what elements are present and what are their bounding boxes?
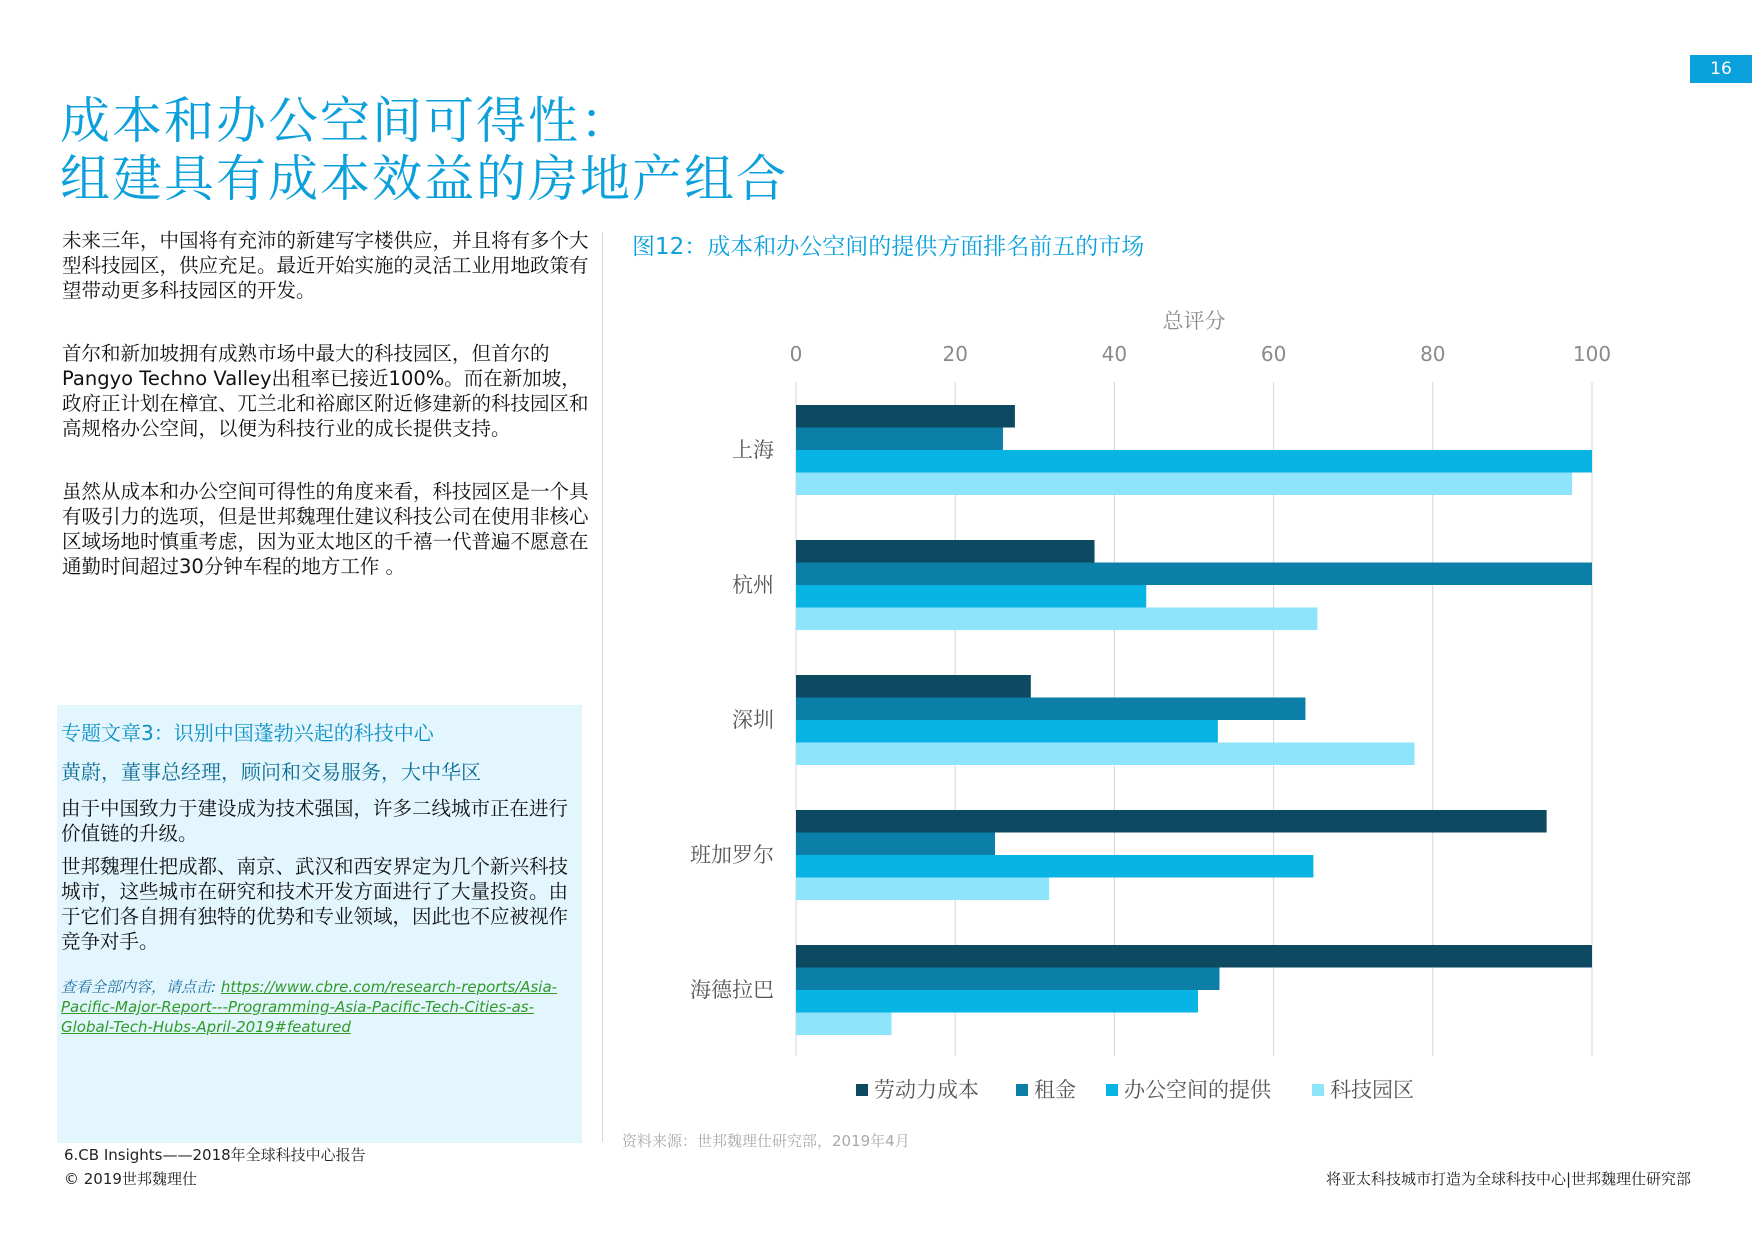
page-number: 16 bbox=[1690, 55, 1752, 83]
chart-title: 图12：成本和办公空间的提供方面排名前五的市场 bbox=[632, 234, 1145, 260]
bar-3-3 bbox=[796, 878, 1049, 901]
category-label-2: 深圳 bbox=[732, 708, 774, 732]
report-link[interactable]: https://www.cbre.com/research-reports/Asia-Pacific-Major-Report---Programming-Asia-Pacific-Tech-Cities-as-Global-Tech-Hubs-April-2019#featured bbox=[61, 978, 558, 1036]
column-divider bbox=[602, 232, 603, 1142]
copyright: © 2019世邦魏理仕 bbox=[64, 1170, 197, 1188]
bar-1-3 bbox=[796, 608, 1317, 631]
bar-chart bbox=[640, 300, 1740, 1120]
legend-label-1: 租金 bbox=[1034, 1078, 1076, 1102]
bar-0-3 bbox=[796, 473, 1572, 496]
bar-3-1 bbox=[796, 833, 995, 856]
bar-2-3 bbox=[796, 743, 1414, 766]
link-prefix: 查看全部内容，请点击: bbox=[61, 978, 221, 996]
title-line-1: 成本和办公空间可得性： bbox=[60, 92, 632, 150]
category-label-0: 上海 bbox=[732, 438, 774, 462]
feature-article-link-line bbox=[61, 977, 583, 1037]
body-paragraph-2: 首尔和新加坡拥有成熟市场中最大的科技园区，但首尔的Pangyo Techno Valley出租率已接近100%。而在新加坡，政府正计划在樟宜、兀兰北和裕廊区附近修建新的科技园区和高规格办公空间，以便为科技行业的成长提供支持。 bbox=[62, 342, 589, 440]
body-text bbox=[62, 228, 590, 617]
category-label-4: 海德拉巴 bbox=[690, 978, 774, 1002]
legend-swatch-2 bbox=[1106, 1084, 1118, 1096]
body-paragraph-3: 虽然从成本和办公空间可得性的角度来看，科技园区是一个具有吸引力的选项，但是世邦魏理仕建议科技公司在使用非核心区域场地时慎重考虑，因为亚太地区的千禧一代普遍不愿意在通勤时间超过30分钟车程的地方工作 。 bbox=[62, 480, 589, 578]
chart-source: 资料来源：世邦魏理仕研究部，2019年4月 bbox=[622, 1132, 910, 1150]
bar-0-0 bbox=[796, 405, 1015, 428]
legend-label-3: 科技园区 bbox=[1330, 1078, 1414, 1102]
bar-0-1 bbox=[796, 428, 1003, 451]
bar-4-2 bbox=[796, 990, 1198, 1013]
bar-4-3 bbox=[796, 1013, 892, 1036]
feature-article-paragraph-2: 世邦魏理仕把成都、南京、武汉和西安界定为几个新兴科技城市，这些城市在研究和技术开发方面进行了大量投资。由于它们各自拥有独特的优势和专业领域，因此也不应被视作竞争对手。 bbox=[61, 855, 569, 953]
bar-0-2 bbox=[796, 450, 1592, 473]
bar-3-2 bbox=[796, 855, 1313, 878]
x-tick-label-3: 60 bbox=[1260, 342, 1287, 366]
x-tick-label-2: 40 bbox=[1101, 342, 1128, 366]
bar-2-1 bbox=[796, 698, 1305, 721]
feature-article-title: 专题文章3：识别中国蓬勃兴起的科技中心 bbox=[61, 721, 434, 745]
page-title bbox=[60, 92, 788, 208]
legend-swatch-0 bbox=[856, 1084, 868, 1096]
feature-article-paragraph-1: 由于中国致力于建设成为技术强国，许多二线城市正在进行价值链的升级。 bbox=[61, 797, 569, 845]
legend-label-0: 劳动力成本 bbox=[874, 1078, 979, 1102]
bar-1-1 bbox=[796, 563, 1592, 586]
category-label-1: 杭州 bbox=[732, 573, 774, 597]
x-axis-title: 总评分 bbox=[1162, 309, 1226, 333]
bar-4-1 bbox=[796, 968, 1219, 991]
x-tick-label-4: 80 bbox=[1420, 342, 1446, 366]
body-paragraph-1: 未来三年，中国将有充沛的新建写字楼供应，并且将有多个大型科技园区，供应充足。最近开始实施的灵活工业用地政策有望带动更多科技园区的开发。 bbox=[62, 229, 589, 302]
title-line-2: 组建具有成本效益的房地产组合 bbox=[60, 150, 788, 208]
footer-report-name: 将亚太科技城市打造为全球科技中心|世邦魏理仕研究部 bbox=[1325, 1170, 1691, 1188]
x-tick-label-5: 100 bbox=[1572, 342, 1612, 366]
bar-1-2 bbox=[796, 585, 1146, 608]
feature-article-author: 黄蔚，董事总经理，顾问和交易服务，大中华区 bbox=[61, 760, 481, 784]
feature-article-box bbox=[57, 705, 582, 1143]
category-label-3: 班加罗尔 bbox=[690, 843, 774, 867]
legend-label-2: 办公空间的提供 bbox=[1124, 1078, 1271, 1102]
bar-2-2 bbox=[796, 720, 1218, 743]
bar-4-0 bbox=[796, 945, 1592, 968]
bar-3-0 bbox=[796, 810, 1547, 833]
x-tick-label-1: 20 bbox=[942, 342, 968, 366]
feature-article-body bbox=[61, 796, 581, 962]
legend-swatch-1 bbox=[1016, 1084, 1028, 1096]
bar-1-0 bbox=[796, 540, 1095, 563]
bar-2-0 bbox=[796, 675, 1031, 698]
x-tick-label-0: 0 bbox=[789, 342, 803, 366]
footnote: 6.CB Insights——2018年全球科技中心报告 bbox=[64, 1146, 366, 1164]
legend-swatch-3 bbox=[1312, 1084, 1324, 1096]
